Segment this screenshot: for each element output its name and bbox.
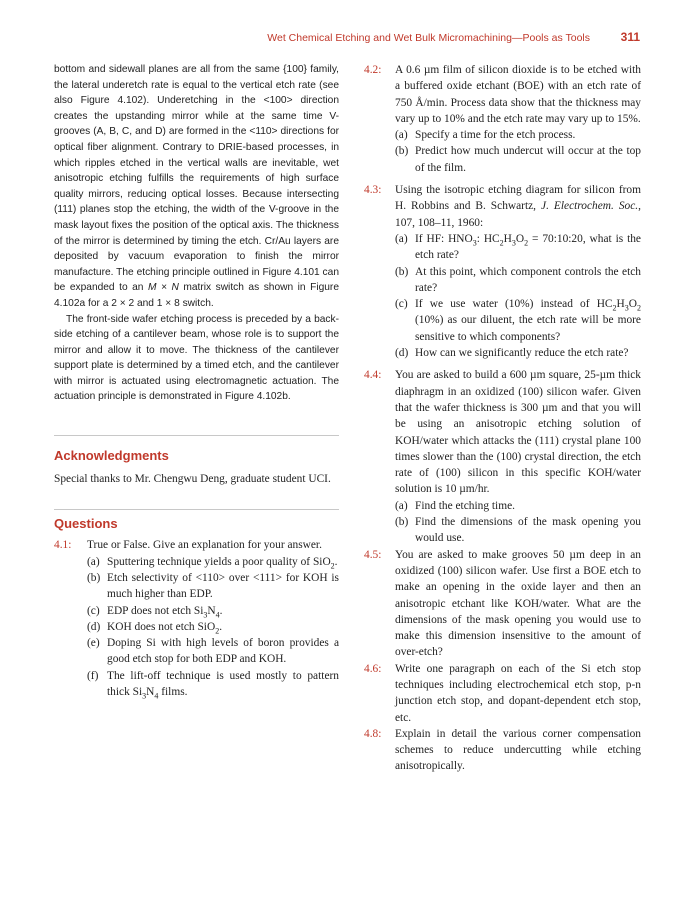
section-divider	[54, 435, 339, 436]
section-divider	[54, 509, 339, 510]
question-4-3: 4.3: Using the isotropic etching diagram for silicon from H. Robbins and B. Schwartz, J. Electrochem. Soc., 107, 108–11, 1960: (a) If HF: $HNO_3$: $HC_2H_3O_2$ = 70:10:20, what is the etch rate? (b) At this point, which component controls the etch rate? (c) If we use water (10%) instead of $HC_2H_3O_2$ (10%) as our diluent, the etch rate will be more sensitive to which components? (d) How can we significantly reduce the etch rate?	[364, 182, 641, 361]
list-item: (b) Find the dimensions of the mask opening you would use.	[395, 516, 641, 545]
running-header	[0, 30, 695, 46]
list-item: (d) How can we significantly reduce the etch rate?	[395, 347, 629, 360]
right-column	[364, 62, 641, 775]
question-4-8: 4.8: Explain in detail the various corner compensation schemes to reduce undercutting while etching anisotropically.	[364, 727, 641, 773]
list-item: (a) Find the etching time.	[395, 499, 515, 512]
left-column	[54, 62, 339, 700]
list-item: (d) KOH does not etch SiO$_2$.	[87, 620, 223, 636]
list-item: (c) EDP does not etch $Si_3N_4$.	[87, 604, 223, 619]
running-title: Wet Chemical Etching and Wet Bulk Micromachining—Pools as Tools	[267, 32, 590, 44]
list-item: (f) The lift-off technique is used mostly to pattern thick $Si_3N_4$ films.	[87, 669, 339, 701]
list-item: (c) If we use water (10%) instead of $HC_2H_3O_2$ (10%) as our diluent, the etch rate will be more sensitive to which components?	[395, 298, 641, 343]
list-item: (a) If HF: $HNO_3$: $HC_2H_3O_2$ = 70:10:20, what is the etch rate?	[395, 232, 641, 262]
list-item: (b) At this point, which component controls the etch rate?	[395, 265, 641, 294]
body-paragraph-1: bottom and sidewall planes are all from the same {100} family, the lateral underetch rate is equal to the vertical etch rate (see also Figure 4.102). Underetching in the <100> direction creates the upstanding mirror while at the same time V-grooves (A, B, C, and D) are formed in the <110> directions for optical fiber alignment. Contrary to DRIE-based processes, in which ripples etched in the vertical walls are inevitable, wet anisotropic etching fulfills the requirements of high surface quality mirrors, reducing optical losses. Because intersecting (111) planes stop the etching, the width of the V-groove in the mask layout fixes the position of the optical axis. The thickness of the mirror is determined by timing the etch. Cr/Au layers are deposited by vacuum evaporation to finish the mirror manufacture. The etching principle outlined in Figure 4.101 can be expanded to an M × N matrix switch as shown in Figure 4.102a for a 2 × 2 and 1 × 8 switch.	[54, 64, 339, 309]
question-text: True or False. Give an explanation for your answer.	[87, 539, 322, 552]
list-item: (a) Specify a time for the etch process.	[395, 129, 576, 142]
list-item: (e) Doping Si with high levels of boron provides a good etch stop for both EDP and KOH.	[87, 637, 339, 666]
page-number: 311	[620, 30, 640, 44]
question-4-1	[54, 537, 339, 700]
list-item: (a) Sputtering technique yields a poor quality of SiO$_2$.	[87, 555, 338, 570]
acknowledgments-heading: Acknowledgments	[54, 448, 169, 464]
question-number: 4.1:	[54, 539, 72, 552]
body-paragraph-2: The front-side wafer etching process is preceded by a back-side etching of a cantilever beam, whose role is to support the mirror and allow it to move. The thickness of the cantilever support plate is determined by a timed etch, and the cantilever with mirror is actuated using electromagnetic actuation. The actuation principle is demonstrated in Figure 4.102b.	[54, 313, 339, 403]
list-item: (b) Predict how much undercut will occur at the top of the film.	[395, 145, 641, 174]
list-item: (b) Etch selectivity of <110> over <111> for KOH is much higher than EDP.	[87, 571, 339, 601]
question-4-2: 4.2: A 0.6 µm film of silicon dioxide is to be etched with a buffered oxide etchant (BOE) with an etch rate of 750 Å/min. Process data show that the thickness may vary up to 10% and the etch rate may vary up to 15%. (a) Specify a time for the etch process. (b) Predict how much undercut will occur at the top of the film.	[364, 62, 641, 176]
question-4-4: 4.4: You are asked to build a 600 µm square, 25-µm thick diaphragm in an oxidized (100) silicon wafer. Given that the wafer thickness is 300 µm and that you will be using an anisotropic etching solution of KOH/water which attacks the (111) crystal plane 100 times slower than the (100) crystal direction, the etch rate of (100) silicon in this specific KOH/water solution is 10 µm/hr. (a) Find the etching time. (b) Find the dimensions of the mask opening you would use.	[364, 367, 641, 546]
acknowledgments-text: Special thanks to Mr. Chengwu Deng, graduate student UCI.	[54, 473, 331, 486]
questions-heading: Questions	[54, 516, 118, 532]
question-4-6: 4.6: Write one paragraph on each of the Si etch stop techniques including electrochemical etch stop, p-n junction etch stop, and dopant-dependent etch stop, etc.	[364, 662, 641, 724]
question-4-5: 4.5: You are asked to make grooves 50 µm deep in an oxidized (100) silicon wafer. Use first a BOE etch to make an opening in the oxide layer and then an anisotropic etchant like KOH/water. What are the dimensions of the mask opening you would use to make this dimension insensitive to the amount of over-etch?	[364, 548, 641, 659]
